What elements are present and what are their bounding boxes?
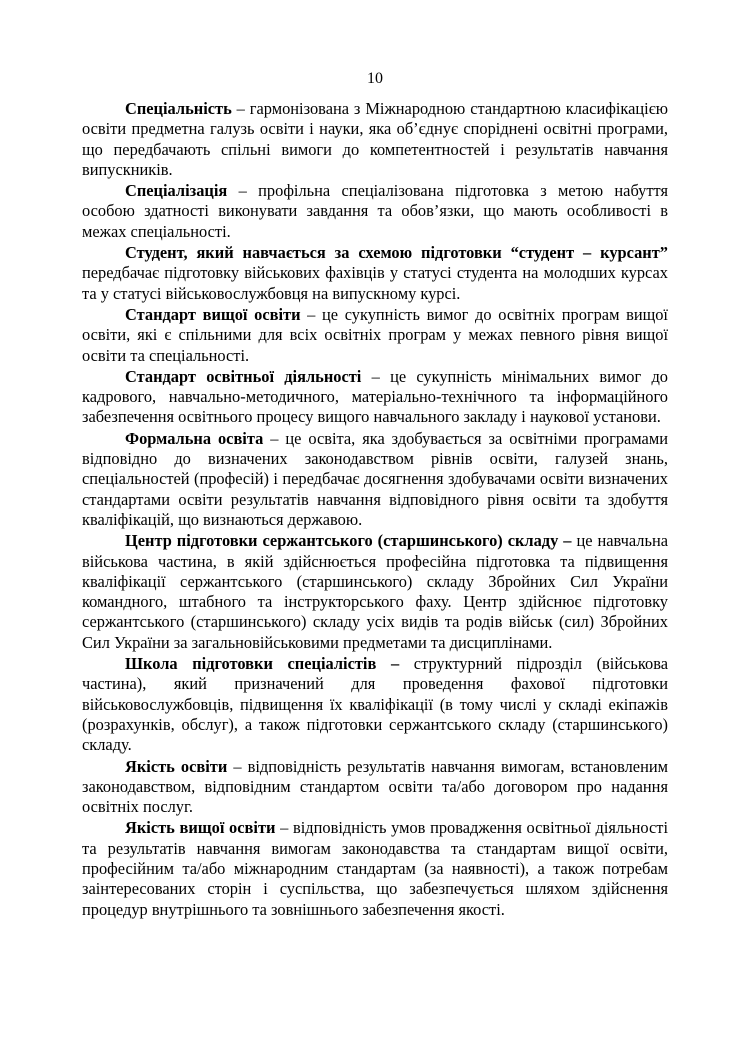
page-number: 10 — [367, 70, 383, 87]
glossary-content — [82, 99, 668, 921]
glossary-entry-educational-activity-standard — [82, 367, 668, 428]
glossary-entry-student-cadet — [82, 243, 668, 304]
glossary-definition: – це сукупність вимог до освітніх програм вищої освіти, які є спільними для всіх освітніх програм у межах певного рівня вищої освіти та спеціальності. — [82, 304, 668, 365]
glossary-definition: структурний підрозділ (військова частина), який призначений для проведення фахової підготовки військовослужбовців, підвищення їх кваліфікації (в тому числі у складі екіпажів (розрахунків, обслуг), а також підготовки сержантського складу (старшинського) складу. — [82, 654, 668, 755]
glossary-term: Якість освіти — [125, 756, 228, 776]
glossary-term: Центр підготовки сержантського (старшинського) складу – — [125, 531, 572, 551]
glossary-definition: це навчальна військова частина, в якій здійснюється професійна підготовка та підвищення кваліфікації сержантського (старшинського) складу Збройних Сил України командного, штабного та інструкторського фаху. Центр здійснює підготовку сержантського (старшинського) складу усіх видів та родів військ (сил) Збройних Сил України за загальновійськовими предметами та дисциплінами. — [82, 531, 668, 652]
glossary-entry-education-quality — [82, 757, 668, 818]
glossary-definition: – це освіта, яка здобувається за освітніми програмами відповідно до визначених законодавством рівнів освіти, галузей знань, спеціальностей (професій) і передбачає досягнення здобувачами освіти визначених стандартами освіти результатів навчання відповідного рівня освіти та здобуття кваліфікацій, що визнаються державою. — [82, 428, 668, 529]
glossary-definition: – профільна спеціалізована підготовка з метою набуття особою здатності виконувати завдання та обов’язки, що мають особливості в межах спеціальності. — [82, 181, 668, 241]
glossary-entry-higher-education-quality — [82, 818, 668, 919]
glossary-definition: – гармонізована з Міжнародною стандартною класифікацією освіти предметна галузь освіти і науки, яка об’єднує споріднені освітні програми, що передбачають спільні вимоги до компетентностей і результатів навчання випускників. — [82, 99, 668, 179]
glossary-term: Спеціалізація — [125, 181, 228, 201]
glossary-entry-specialist-training-school — [82, 654, 668, 755]
glossary-definition: передбачає підготовку військових фахівців у статусі студента на молодших курсах та у статусі військовослужбовця на випускному курсі. — [82, 263, 668, 303]
glossary-definition: – це сукупність мінімальних вимог до кадрового, навчально-методичного, матеріально-технічного та інформаційного забезпечення освітнього процесу вищого навчального закладу і наукової установи. — [82, 366, 668, 427]
glossary-term: Якість вищої освіти — [125, 818, 276, 838]
glossary-term: Стандарт освітньої діяльності — [125, 366, 362, 386]
glossary-definition: – відповідність умов провадження освітньої діяльності та результатів навчання вимогам законодавства та стандартам вищої освіти, професійним та/або міжнародним стандартам (за наявності), а також потребам заінтересованих сторін і суспільства, що забезпечується шляхом здійснення процедур внутрішнього та зовнішнього забезпечення якості. — [82, 818, 668, 919]
glossary-entry-specialization — [82, 181, 668, 242]
glossary-entry-sergeant-training-center — [82, 531, 668, 653]
glossary-entry-specialty — [82, 99, 668, 180]
glossary-term: Студент, який навчається за схемою підготовки “студент – курсант” — [125, 243, 668, 263]
glossary-term: Формальна освіта — [125, 428, 264, 448]
glossary-entry-formal-education — [82, 429, 668, 530]
glossary-term: Стандарт вищої освіти — [125, 304, 301, 324]
glossary-term: Школа підготовки спеціалістів – — [125, 654, 400, 674]
glossary-entry-higher-education-standard — [82, 305, 668, 366]
glossary-term: Спеціальність — [125, 99, 232, 118]
glossary-definition: – відповідність результатів навчання вимогам, встановленим законодавством, відповідним стандартом освіти та/або договором про надання освітніх послуг. — [82, 756, 668, 817]
